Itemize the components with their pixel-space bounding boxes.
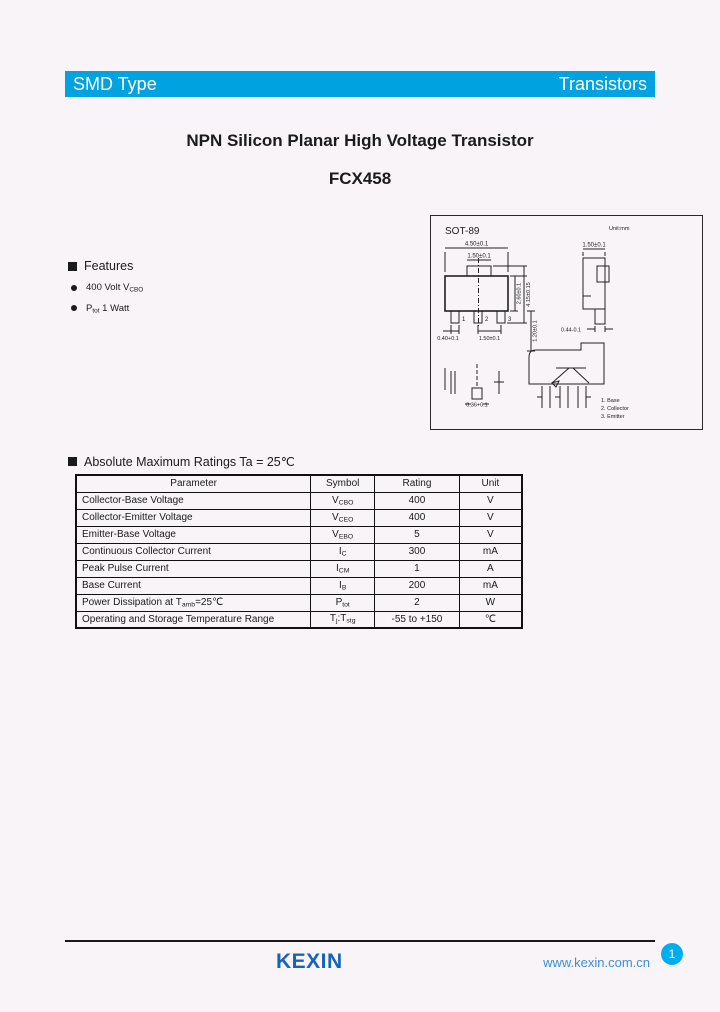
legend-base: 1. Base [601,398,620,404]
cell-unit: V [459,509,522,526]
pin2-number: 2 [485,317,489,323]
table-row [76,509,522,526]
ratings-table [75,474,523,629]
features-heading-label: Features [84,259,134,273]
dim-pin-length: 1.20±0.1 [532,320,539,342]
dim-pin-pitch: 1.50±0.1 [478,336,501,342]
table-header-row [76,475,522,492]
cell-symbol: $P_{tot}$ [311,594,375,611]
feature-item-label: $P_{tot}$ 1 Watt [86,302,130,315]
dim-tab-width: 1.50±0.1 [467,253,491,260]
cell-unit: V [459,526,522,543]
pin1-outline [451,311,459,323]
col-header-symbol: Symbol [311,475,375,492]
header-left-label: SMD Type [73,73,157,94]
pin1-number: 1 [462,317,466,323]
pin3-number: 3 [508,317,512,323]
table-row [76,594,522,611]
cell-rating: -55 to +150 [375,611,460,628]
round-bullet-icon [71,305,77,311]
cell-rating: 200 [375,577,460,594]
cell-unit: mA [459,577,522,594]
cell-parameter: Collector-Emitter Voltage [76,509,311,526]
round-bullet-icon [71,285,77,291]
side-lead-outline [595,309,605,324]
legend-emitter: 3. Emitter [601,414,625,420]
cell-symbol: $T_j:T_{stg}$ [311,611,375,628]
brand-logo: KEXIN [276,950,343,973]
square-bullet-icon [68,457,77,466]
table-row [76,543,522,560]
dim-front-width: 4.50±0.1 [464,241,489,248]
footer-divider [65,940,655,942]
cell-symbol: $I_C$ [311,543,375,560]
cell-parameter: Emitter-Base Voltage [76,526,311,543]
cell-rating: 400 [375,509,460,526]
schematic-outline [529,343,604,384]
cell-symbol: $V_{EBO}$ [311,526,375,543]
cell-rating: 400 [375,492,460,509]
pad-outline [472,388,482,399]
feature-item-label: 400 Volt $V_{CBO}$ [86,282,144,294]
pin3-outline [497,311,505,323]
cell-parameter: Continuous Collector Current [76,543,311,560]
cell-unit: V [459,492,522,509]
dim-body-height: 2.60±0.1 [516,282,523,305]
cell-symbol: $V_{CBO}$ [311,492,375,509]
page-title: NPN Silicon Planar High Voltage Transistor [186,131,534,150]
square-bullet-icon [68,262,77,271]
cell-rating: 1 [375,560,460,577]
legend-collector: 2. Collector [601,406,629,412]
cell-symbol: $I_{CM}$ [311,560,375,577]
cell-rating: 5 [375,526,460,543]
header-right-label: Transistors [558,73,647,94]
cell-unit: A [459,560,522,577]
table-row [76,526,522,543]
features-heading [68,259,143,273]
cell-parameter: Operating and Storage Temperature Range [76,611,311,628]
page-number-badge: 1 [661,943,683,965]
dim-pad-width: 0.36+0.1 [466,402,488,409]
cell-parameter: Collector-Base Voltage [76,492,311,509]
dim-side-width: 1.50±0.1 [582,242,606,249]
features-section [68,259,143,314]
cell-symbol: $V_{CEO}$ [311,509,375,526]
package-outline-figure [430,215,703,430]
body-outline [445,276,508,311]
cell-parameter: Peak Pulse Current [76,560,311,577]
dim-overall-height: 4.15±0.15 [526,282,532,307]
feature-item [68,282,143,294]
sot89-drawing [431,216,702,429]
table-row [76,492,522,509]
table-row [76,560,522,577]
col-header-unit: Unit [459,475,522,492]
feature-item [68,303,143,315]
cell-unit: mA [459,543,522,560]
ratings-heading [68,454,295,469]
cell-rating: 300 [375,543,460,560]
cell-symbol: $I_B$ [311,577,375,594]
unit-label: Unit:mm [609,226,630,232]
website-link: www.kexin.com.cn [543,955,650,970]
table-row [76,577,522,594]
table-row [76,611,522,628]
ratings-heading-label: Absolute Maximum Ratings Ta = 25℃ [84,455,295,469]
cell-parameter: Power Dissipation at $T_{amb}=25℃$ [76,594,311,611]
cell-rating: 2 [375,594,460,611]
part-number: FCX458 [328,169,392,188]
cell-parameter: Base Current [76,577,311,594]
dim-pin-width: 0.40+0.1 [437,336,459,342]
cell-unit: ℃ [459,611,522,628]
col-header-rating: Rating [375,475,460,492]
col-header-parameter: Parameter [76,475,311,492]
dim-lead-thickness: 0.44-0.1 [560,327,582,334]
cell-unit: W [459,594,522,611]
package-name-label: SOT-89 [445,226,480,237]
header-bar [65,71,655,97]
side-tab-outline [597,266,609,282]
